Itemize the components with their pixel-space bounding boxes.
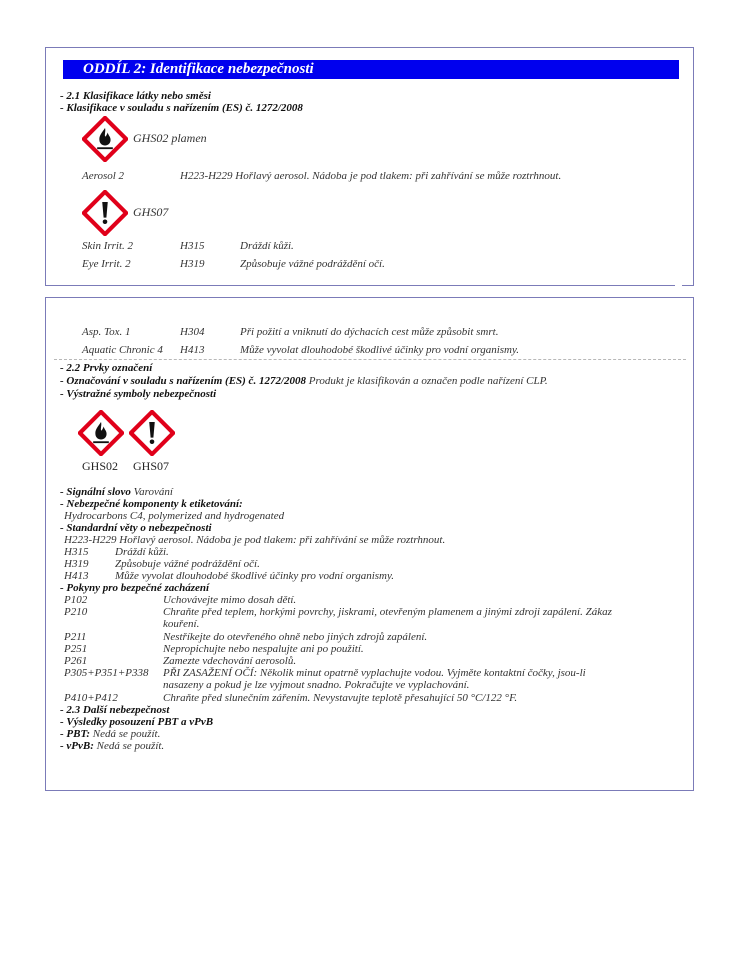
heading-clp-classification: - Klasifikace v souladu s nařízením (ES) č. 1272/2008 — [60, 102, 303, 114]
hazard-category: Eye Irrit. 2 — [82, 258, 131, 270]
hazard-statement: Při požití a vniknutí do dýchacích cest může způsobit smrt. — [240, 326, 499, 338]
signal-word-value: Varování — [130, 486, 173, 498]
hazard-statement: Dráždí kůži. — [240, 240, 294, 252]
precaution-continuation: nasazeny a pokud je lze vyjmout snadno. Pokračujte ve vyplachování. — [163, 679, 470, 691]
hazard-statement: Způsobuje vážné podráždění očí. — [115, 558, 260, 570]
page-frame-1 — [45, 47, 694, 286]
hazard-category: Aquatic Chronic 4 — [82, 344, 163, 356]
hazard-statement: Může vyvolat dlouhodobé škodlivé účinky pro vodní organismy. — [115, 570, 395, 582]
frame-border — [45, 285, 675, 286]
hazard-statement: Dráždí kůži. — [115, 546, 169, 558]
precaution-code: P410+P412 — [64, 692, 118, 704]
pictogram-label: GHS02 plamen — [133, 131, 207, 145]
pbt-value: Nedá se použít. — [90, 728, 161, 740]
section-title-bar — [63, 60, 679, 79]
hazard-code: H413 — [180, 344, 205, 356]
heading-precautionary: - Pokyny pro bezpečné zacházení — [60, 582, 210, 594]
hazardous-components-value: Hydrocarbons C4, polymerized and hydrogenated — [64, 510, 285, 522]
vpvb-label: - vPvB: — [60, 740, 94, 752]
precaution-statement: Chraňte před slunečním zářením. Nevystavujte teplotě přesahující 50 °C/122 °F. — [163, 692, 518, 704]
hazard-code: H315 — [64, 546, 89, 558]
section-title: ODDÍL 2: Identifikace nebezpečnosti — [83, 61, 314, 77]
flame-pictogram-icon — [78, 410, 124, 456]
hazard-code: H304 — [180, 326, 205, 338]
pictogram-label: GHS07 — [133, 205, 169, 219]
precaution-code: P251 — [64, 643, 88, 655]
precaution-statement: Chraňte před teplem, horkými povrchy, jiskrami, otevřeným plamenem a jinými zdroji zapálení. Zákaz — [163, 606, 612, 618]
hazard-code: H319 — [64, 558, 89, 570]
frame-border — [682, 285, 694, 286]
pictogram-label: GHS02 — [82, 459, 119, 473]
precaution-code: P210 — [64, 606, 88, 618]
precaution-continuation: kouření. — [163, 618, 200, 630]
exclamation-pictogram-icon — [82, 190, 128, 236]
precaution-code: P211 — [64, 631, 87, 643]
dashed-divider — [54, 359, 686, 360]
vpvb-line — [60, 740, 164, 753]
precaution-statement: Zamezte vdechování aerosolů. — [163, 655, 297, 667]
page-frame-2 — [45, 297, 694, 791]
precaution-statement: Nepropichujte nebo nespalujte ani po použití. — [163, 643, 364, 655]
precaution-statement: Uchovávejte mimo dosah dětí. — [163, 594, 297, 606]
vpvb-value: Nedá se použít. — [93, 740, 165, 752]
hazard-category: Skin Irrit. 2 — [82, 240, 134, 252]
heading-hazard-symbols: - Výstražné symboly nebezpečnosti — [60, 388, 217, 400]
exclamation-pictogram-icon — [129, 410, 175, 456]
precaution-code: P305+P351+P338 — [64, 667, 149, 679]
heading-hazard-statements: - Standardní věty o nebezpečnosti — [60, 522, 212, 534]
flame-pictogram-icon — [82, 116, 128, 162]
heading-2-2: - 2.2 Prvky označení — [60, 362, 153, 374]
heading-2-1: - 2.1 Klasifikace látky nebo směsi — [60, 90, 211, 102]
heading-hazardous-components: - Nebezpečné komponenty k etiketování: — [60, 498, 243, 510]
hazard-statement: Může vyvolat dlouhodobé škodlivé účinky pro vodní organismy. — [240, 344, 520, 356]
hazard-category: Asp. Tox. 1 — [82, 326, 131, 338]
precaution-code: P102 — [64, 594, 88, 606]
heading-2-3: - 2.3 Další nebezpečnost — [60, 704, 170, 716]
hazard-code: H315 — [180, 240, 205, 252]
hazard-code: H319 — [180, 258, 205, 270]
hazard-category: Aerosol 2 — [82, 170, 125, 182]
labeling-value: Produkt je klasifikován a označen podle nařízení CLP. — [306, 375, 548, 387]
signal-word-label: - Signální slovo — [60, 486, 131, 498]
hazard-statement: Způsobuje vážné podráždění očí. — [240, 258, 385, 270]
hazard-statement: H223-H229 Hořlavý aerosol. Nádoba je pod tlakem: při zahřívání se může roztrhnout. — [64, 534, 446, 546]
precaution-statement: PŘI ZASAŽENÍ OČÍ: Několik minut opatrně vyplachujte vodou. Vyjměte kontaktní čočky, jsou-li — [163, 667, 586, 679]
hazard-statement: H223-H229 Hořlavý aerosol. Nádoba je pod tlakem: při zahřívání se může roztrhnout. — [180, 170, 562, 182]
labeling-line — [60, 375, 548, 388]
precaution-statement: Nestříkejte do otevřeného ohně nebo jiných zdrojů zapálení. — [163, 631, 428, 643]
heading-pbt-assessment: - Výsledky posouzení PBT a vPvB — [60, 716, 214, 728]
pictogram-label: GHS07 — [133, 459, 170, 473]
labeling-label: - Označování v souladu s nařízením (ES) č. 1272/2008 — [60, 375, 306, 387]
hazard-code: H413 — [64, 570, 89, 582]
pbt-label: - PBT: — [60, 728, 91, 740]
precaution-code: P261 — [64, 655, 88, 667]
